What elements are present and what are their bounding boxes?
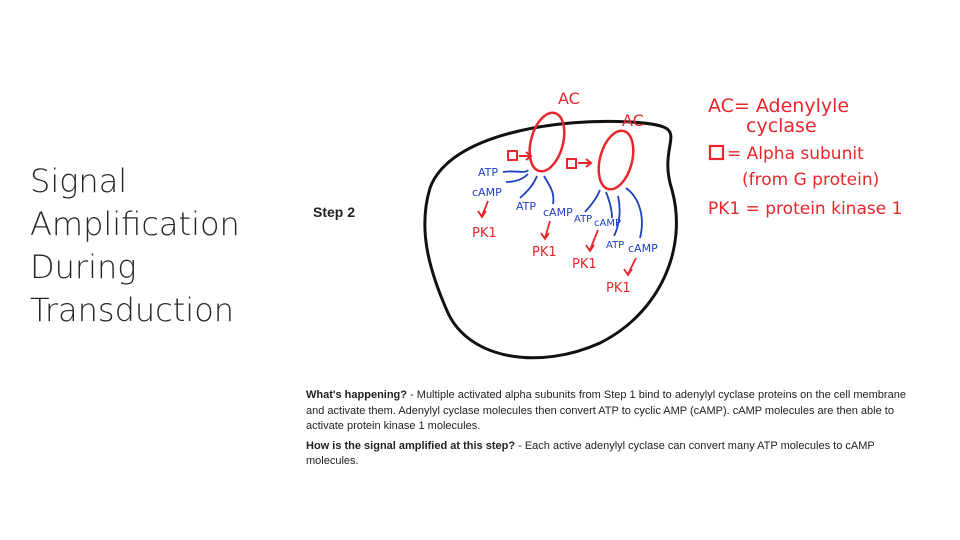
caption-paragraph-2 [306,439,906,470]
title-line: Transduction [30,291,235,329]
title-line: Amplification [30,205,240,243]
ac-label: AC [622,111,644,130]
legend-alpha-line1: = Alpha subunit [727,144,864,164]
camp-label: cAMP [543,206,573,219]
caption-question-1: What's happening? [306,389,407,401]
activation-arrow [586,230,598,251]
cell-diagram [300,78,910,378]
legend-alpha-square [710,146,723,159]
pk1-label: PK1 [532,245,557,260]
title-line: Signal [30,162,128,200]
pk1-label: PK1 [606,281,631,296]
conversion-arrow [614,188,642,238]
atp-label: ATP [574,214,593,225]
activation-arrow [624,258,636,275]
arrow [578,159,591,167]
cell-membrane [425,121,677,357]
atp-label: ATP [516,200,537,213]
slide-title [30,160,280,332]
caption-answer-2: - Each active adenylyl cyclase can convert many ATP molecules to cAMP molecules. [306,439,875,468]
activation-arrow [478,201,488,217]
camp-label: cAMP [628,242,658,255]
adenylyl-cyclase-1 [524,109,570,175]
caption [306,388,906,474]
caption-question-2: How is the signal amplified at this step? [306,439,516,452]
atp-label: ATP [606,240,625,251]
legend-pk1: PK1 = protein kinase 1 [708,199,903,219]
title-line: During [30,248,137,286]
legend-ac-line2: cyclase [746,115,817,137]
caption-answer-1: - Multiple activated alpha subunits from Step 1 bind to adenylyl cyclase proteins on the cell membrane and activate them. Adenylyl cyclase molecules then convert ATP to cyclic AMP (cAMP). cAMP molecules are then able to activate protein kinase 1 molecules. [306,389,906,433]
pk1-label: PK1 [472,226,497,241]
step2-figure [300,78,910,480]
conversion-arrow [503,170,528,182]
atp-label: ATP [478,166,499,179]
caption-paragraph-1 [306,388,906,435]
alpha-subunit-1 [508,151,517,160]
step-label: Step 2 [313,204,356,220]
pk1-label: PK1 [572,257,597,272]
legend-alpha-line2: (from G protein) [742,170,880,190]
adenylyl-cyclase-2 [593,127,639,193]
alpha-subunit-2 [567,159,576,168]
camp-label: cAMP [594,218,621,229]
legend-ac-line1: AC= Adenylyle [708,95,850,117]
ac-label: AC [558,89,580,108]
activation-arrow [541,221,550,239]
camp-label: cAMP [472,186,502,199]
